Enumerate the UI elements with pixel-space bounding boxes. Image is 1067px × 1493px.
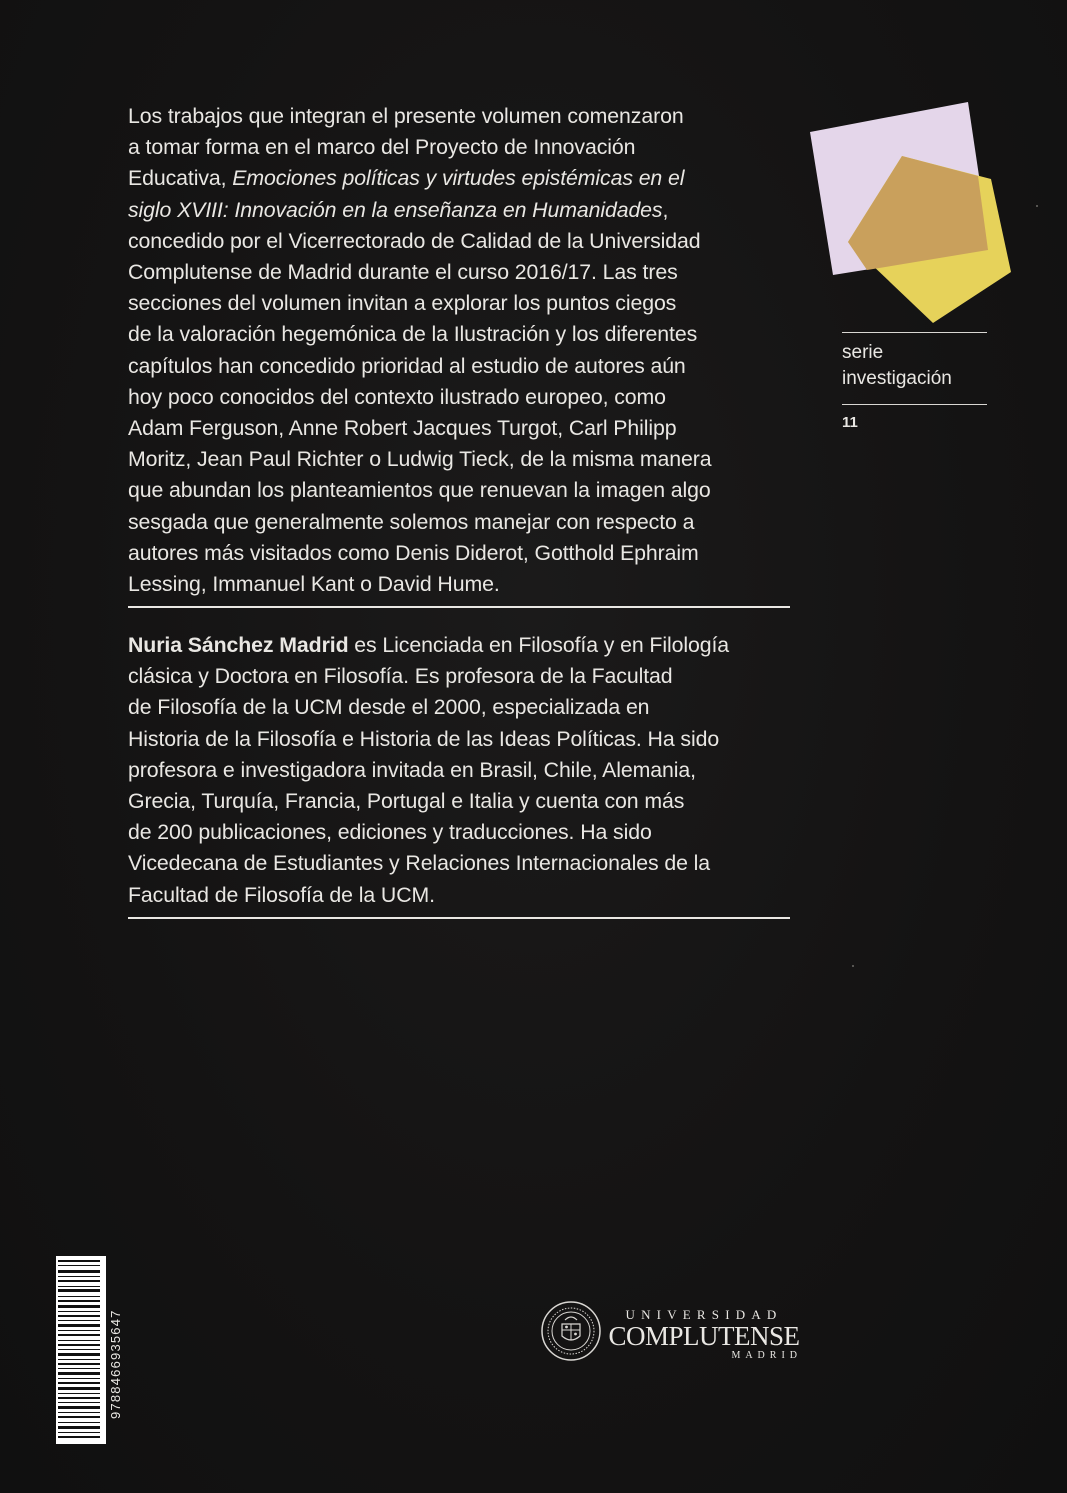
dust-speck bbox=[1036, 205, 1038, 207]
bio-line: clásica y Doctora en Filosofía. Es profesora de la Facultad bbox=[128, 664, 673, 689]
blurb-line bbox=[128, 163, 788, 194]
bio-line: Vicedecana de Estudiantes y Relaciones Internacionales de la bbox=[128, 851, 711, 876]
author-name: Nuria Sánchez Madrid bbox=[128, 633, 349, 657]
isbn-digits: 9788466935647 bbox=[108, 1309, 123, 1419]
author-bio bbox=[128, 630, 788, 911]
blurb-line: a tomar forma en el marco del Proyecto de Innovación bbox=[128, 135, 636, 160]
series-label-line: investigación bbox=[842, 368, 952, 389]
bio-text: es Licenciada en Filosofía y en Filología bbox=[348, 633, 730, 657]
bio-line: Facultad de Filosofía de la UCM. bbox=[128, 882, 435, 907]
bio-line: Historia de la Filosofía e Historia de las Ideas Políticas. Ha sido bbox=[128, 726, 720, 751]
publisher-top: UNIVERSIDAD bbox=[625, 1307, 783, 1322]
series-number: 11 bbox=[842, 414, 858, 431]
project-title: Emociones políticas y virtudes epistémicas en el bbox=[232, 166, 685, 191]
bio-line bbox=[128, 630, 788, 661]
blurb-line: autores más visitados como Denis Diderot, Gotthold Ephraim bbox=[128, 540, 699, 565]
dust-speck bbox=[852, 965, 854, 967]
book-blurb bbox=[128, 101, 788, 600]
blurb-text: , bbox=[662, 197, 669, 222]
blurb-line: concedido por el Vicerrectorado de Calidad de la Universidad bbox=[128, 228, 701, 253]
series-rule bbox=[842, 404, 987, 405]
blurb-line: capítulos han concedido prioridad al estudio de autores aún bbox=[128, 353, 686, 378]
bio-line: de 200 publicaciones, ediciones y traducciones. Ha sido bbox=[128, 820, 652, 845]
blurb-line: que abundan los planteamientos que renuevan la imagen algo bbox=[128, 478, 711, 503]
blurb-text: Educativa, bbox=[128, 166, 233, 191]
publisher-bottom: MADRID bbox=[731, 1350, 802, 1361]
blurb-line: Lessing, Immanuel Kant o David Hume. bbox=[128, 572, 500, 597]
series-label-line: serie bbox=[842, 342, 884, 363]
barcode bbox=[56, 1256, 106, 1444]
blurb-line: de la valoración hegemónica de la Ilustración y los diferentes bbox=[128, 322, 698, 347]
blurb-line: hoy poco conocidos del contexto ilustrado europeo, como bbox=[128, 384, 666, 409]
barcode-bars bbox=[56, 1256, 106, 1444]
blurb-line: secciones del volumen invitan a explorar los puntos ciegos bbox=[128, 291, 677, 316]
bio-line: de Filosofía de la UCM desde el 2000, especializada en bbox=[128, 695, 650, 720]
divider bbox=[128, 917, 790, 919]
blurb-line: Adam Ferguson, Anne Robert Jacques Turgot, Carl Philipp bbox=[128, 416, 677, 441]
blurb-line: sesgada que generalmente solemos manejar con respecto a bbox=[128, 509, 695, 534]
series-logo bbox=[805, 100, 1015, 330]
blurb-line: Moritz, Jean Paul Richter o Ludwig Tieck, de la misma manera bbox=[128, 447, 712, 472]
series-rule bbox=[842, 332, 987, 333]
divider bbox=[128, 606, 790, 608]
project-title: siglo XVIII: Innovación en la enseñanza en Humanidades bbox=[128, 197, 663, 222]
ucm-seal-icon bbox=[540, 1300, 602, 1362]
bio-line: Grecia, Turquía, Francia, Portugal e Italia y cuenta con más bbox=[128, 789, 685, 814]
blurb-line bbox=[128, 195, 788, 226]
bio-line: profesora e investigadora invitada en Brasil, Chile, Alemania, bbox=[128, 757, 696, 782]
blurb-line: Los trabajos que integran el presente volumen comenzaron bbox=[128, 104, 684, 128]
series-label bbox=[842, 340, 952, 392]
blurb-line: Complutense de Madrid durante el curso 2016/17. Las tres bbox=[128, 260, 678, 285]
publisher-wordmark bbox=[604, 1308, 804, 1362]
publisher-main: COMPLUTENSE bbox=[608, 1321, 800, 1351]
